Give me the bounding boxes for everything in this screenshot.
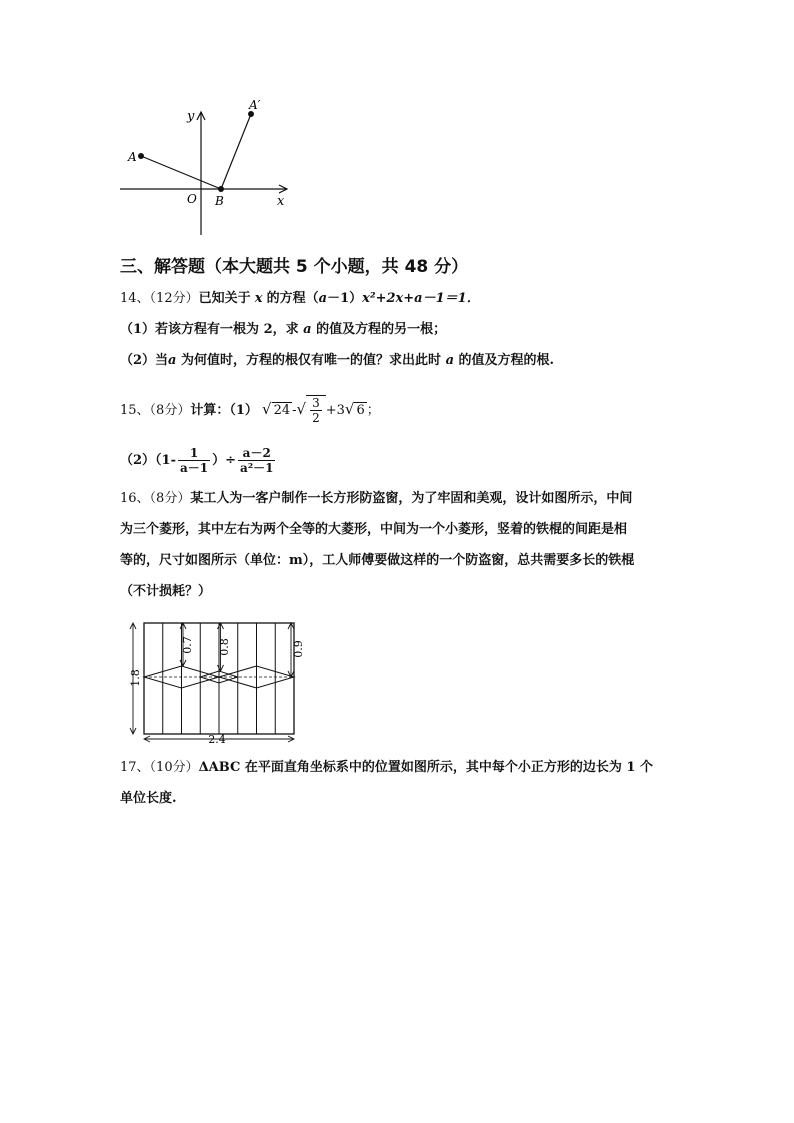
q14-number: 14、	[120, 291, 150, 306]
dim-1-8: 1.8	[129, 669, 142, 687]
section-title: 三、解答题（本大题共 5 个小题，共 48 分）	[120, 257, 469, 277]
segment-ab	[141, 156, 221, 189]
dim-0-7: 0.7	[181, 636, 194, 654]
q15-fraction-1: $\frac{3}{2}$	[312, 396, 320, 425]
window-figure	[125, 615, 315, 745]
q16-line3: 等的，尺寸如图所示（单位：m），工人师傅要做这样的一个防盗窗，总共需要多长的铁棍	[120, 553, 635, 568]
label-x: x	[277, 194, 285, 209]
q14-stem: 14、（12分）已知关于 x 的方程（a－1）x²+2x+a－1＝1．	[120, 291, 480, 306]
q15-points: （8分）	[149, 403, 191, 418]
point-b	[218, 186, 224, 192]
q15-fraction-2: $\frac{1}{a-1}$	[180, 446, 209, 475]
q15-fraction-3: $\frac{a-2}{\text{a²－1}}$	[240, 446, 274, 475]
dim-0-8: 0.8	[218, 638, 231, 656]
q15-part2: （2）（1- $\frac{1}{a-1}$ ）÷ $\frac{a-2}{\text{a²－1}}$	[120, 446, 274, 475]
q17-points: （10分）	[149, 760, 199, 775]
q16-number: 16、	[120, 491, 150, 506]
q14-points: （12分）	[149, 291, 199, 306]
coordinate-figure	[115, 95, 305, 240]
label-y: y	[187, 109, 195, 124]
q14-part2: （2）当a 为何值时，方程的根仅有唯一的值？求出此时 a 的值及方程的根.	[120, 353, 555, 368]
label-a: A	[128, 150, 137, 164]
dim-2-4: 2.4	[208, 733, 226, 745]
q17-line1: 17、（10分）ΔABC 在平面直角坐标系中的位置如图所示，其中每个小正方形的边长为 1 个	[120, 760, 653, 775]
point-a	[138, 153, 144, 159]
q15-number: 15、	[120, 403, 150, 418]
label-a-prime: A′	[249, 98, 261, 112]
q16-points: （8分）	[149, 491, 191, 506]
q15-part1: 15、（8分）计算：（1） √ 24 -√ $\frac{3}{2}$ +3√ 6 ；	[120, 396, 380, 425]
q17-number: 17、	[120, 760, 150, 775]
q16-line1: 16、（8分）某工人为一客户制作一长方形防盗窗，为了牢固和美观，设计如图所示，中间	[120, 491, 633, 506]
label-o: O	[187, 192, 197, 206]
q14-equation: x²+2x+a－1＝1．	[362, 291, 480, 306]
q14-part1: （1）若该方程有一根为 2，求 a 的值及方程的另一根；	[120, 322, 447, 337]
q16-line2: 为三个菱形，其中左右为两个全等的大菱形，中间为一个小菱形，竖着的铁棍的间距是相	[120, 522, 628, 537]
sqrt-symbol: √	[262, 400, 272, 418]
dim-0-9: 0.9	[292, 640, 305, 658]
q16-line4: （不计损耗？）	[120, 584, 212, 599]
segment-a-prime-b	[221, 114, 251, 189]
label-b: B	[215, 194, 224, 208]
q17-line2: 单位长度.	[120, 791, 177, 806]
